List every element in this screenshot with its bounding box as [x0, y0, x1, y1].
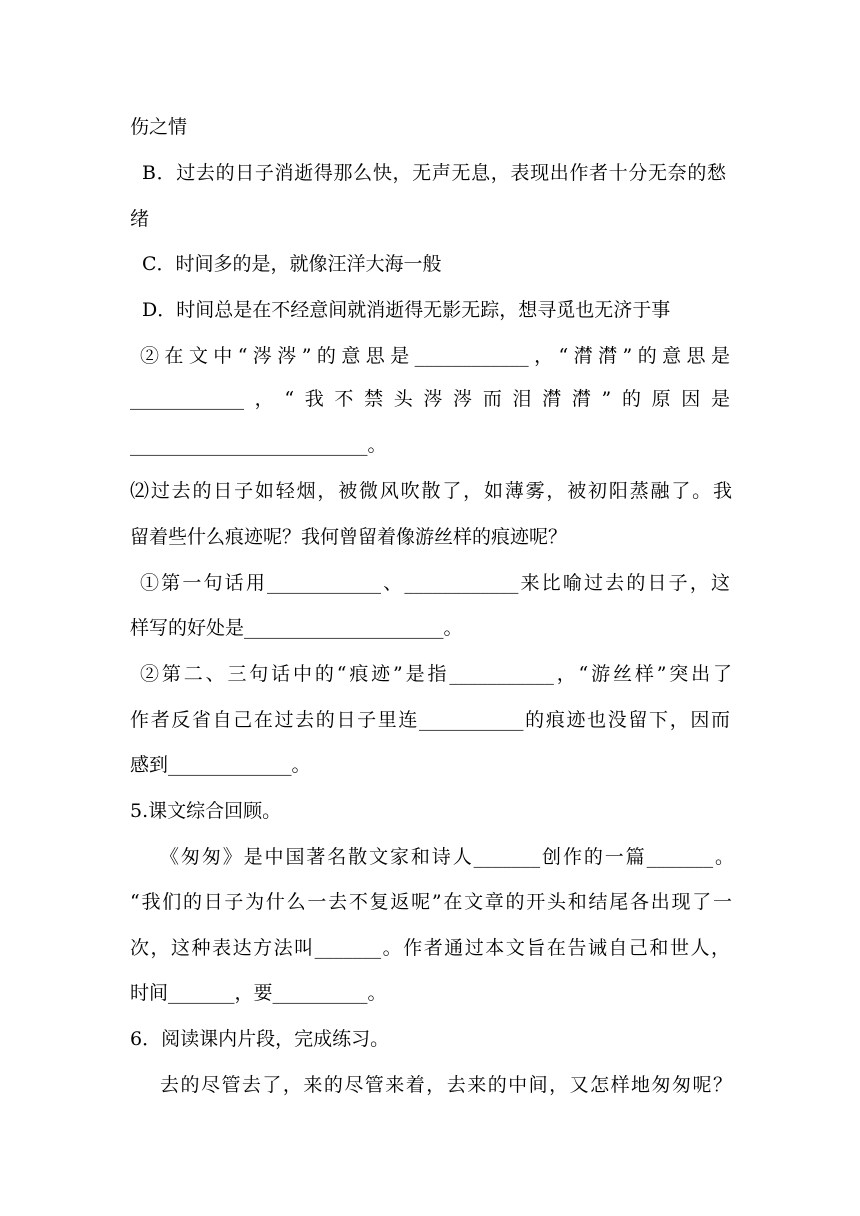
question-line: ②在文中“涔涔”的意思是____________，“潸潸”的意思是 — [140, 345, 730, 367]
paragraph-line: 次，这种表达方法叫_______。作者通过本文旨在告诫自己和世人， — [130, 937, 730, 959]
question-line: ①第一句话用____________、____________来比喻过去的日子，这 — [140, 572, 730, 594]
question-line: 样写的好处是_____________________。 — [130, 617, 463, 639]
text-line: 伤之情 — [130, 116, 188, 138]
paragraph-line: 时间_______，要__________。 — [130, 982, 387, 1004]
question-line: 感到_____________。 — [130, 754, 311, 776]
question-line: ____________，“我不禁头涔涔而泪潸潸”的原因是 — [130, 388, 730, 410]
option-d-line: D．时间总是在不经意间就消逝得无影无踪，想寻觅也无济于事 — [142, 299, 671, 321]
question-line: 作者反省自己在过去的日子里连___________的痕迹也没留下，因而 — [130, 709, 730, 731]
passage-line: 去的尽管去了，来的尽管来着，去来的中间，又怎样地匆匆呢？ — [160, 1074, 732, 1096]
passage-line: ⑵过去的日子如轻烟，被微风吹散了，如薄雾，被初阳蒸融了。我 — [130, 480, 732, 502]
paragraph-line: “我们的日子为什么一去不复返呢”在文章的开头和结尾各出现了一 — [130, 891, 732, 913]
passage-line: 留着些什么痕迹呢？我何曾留着像游丝样的痕迹呢？ — [130, 526, 568, 548]
question-line: ②第二、三句话中的“痕迹”是指___________，“游丝样”突出了 — [140, 663, 732, 685]
section-heading: 5.课文综合回顾。 — [130, 800, 282, 822]
answer-blank-line: _________________________。 — [130, 434, 387, 456]
section-heading: 6．阅读课内片段，完成练习。 — [130, 1028, 390, 1050]
option-b-line: B．过去的日子消逝得那么快，无声无息，表现出作者十分无奈的愁 — [142, 162, 726, 184]
option-c-line: C．时间多的是，就像汪洋大海一般 — [142, 253, 442, 275]
paragraph-line: 《匆匆》是中国著名散文家和诗人_______创作的一篇_______。 — [160, 846, 734, 868]
text-line: 绪 — [130, 208, 150, 230]
